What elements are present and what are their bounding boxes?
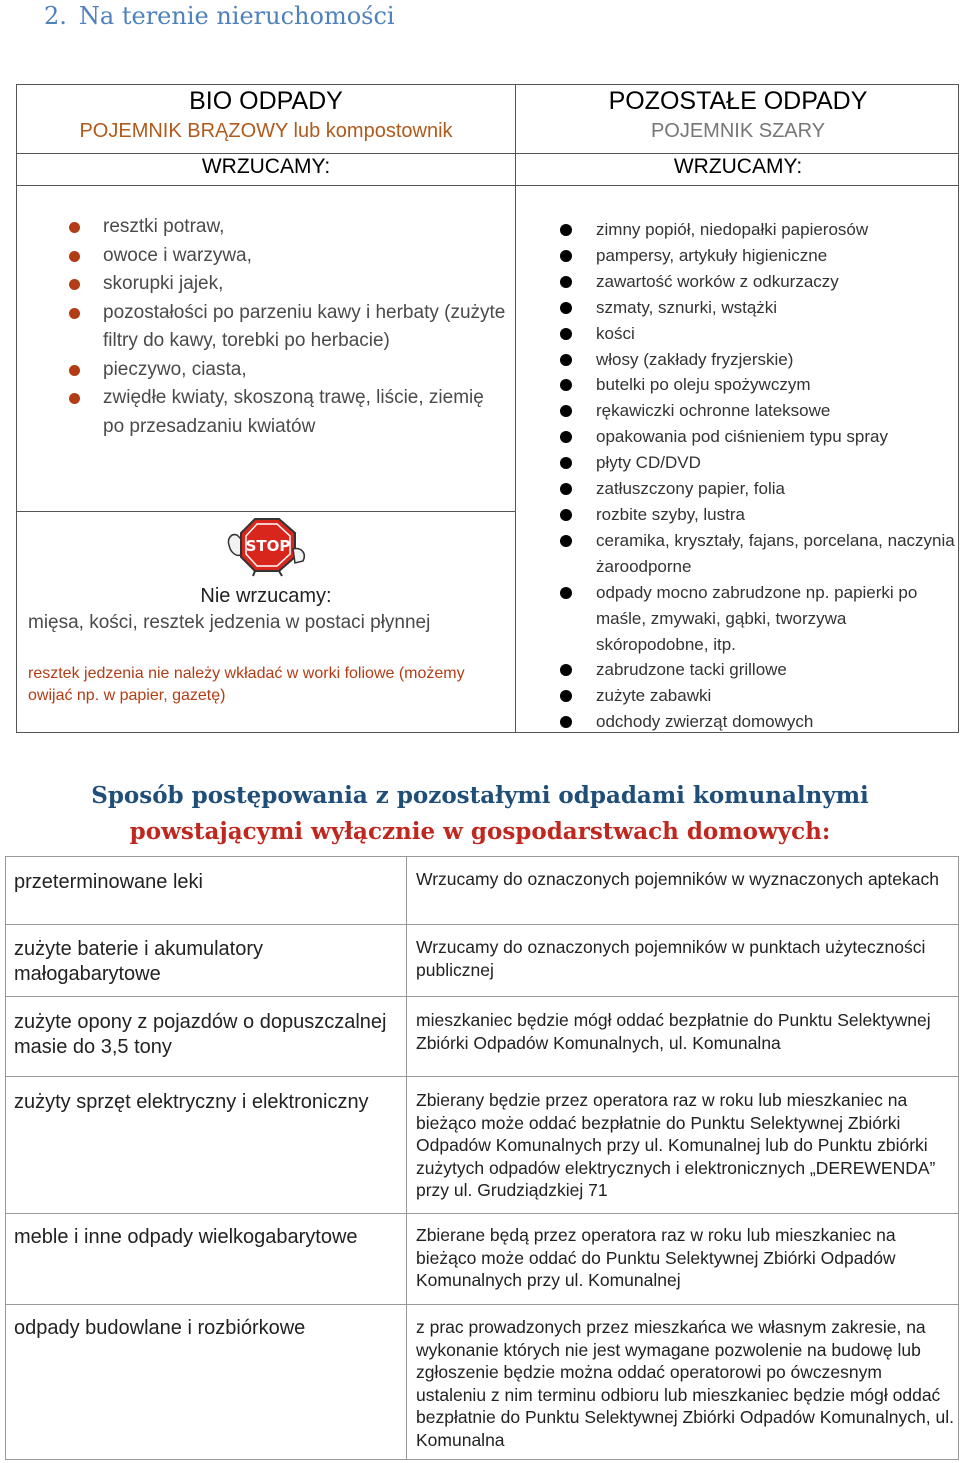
list-item: zabrudzone tacki grillowe [560, 657, 956, 683]
list-item: ceramika, kryształy, fajans, porcelana, naczynia żaroodporne [560, 528, 956, 580]
bio-title: BIO ODPADY [189, 87, 343, 115]
list-item: skorupki jajek, [69, 270, 509, 299]
bullet-icon [560, 328, 572, 340]
list-item: zwiędłe kwiaty, skoszoną trawę, liście, ziemię po przesadzaniu kwiatów [69, 384, 509, 441]
list-item: rozbite szyby, lustra [560, 502, 956, 528]
nie-wrzucamy-list: mięsa, kości, resztek jedzenia w postaci płynnej [28, 612, 431, 633]
row-3-label: zużyty sprzęt elektryczny i elektroniczny [14, 1091, 369, 1113]
waste-bins-table [16, 84, 959, 733]
bullet-icon [560, 690, 572, 702]
row-5-desc: z prac prowadzonych przez mieszkańca we własnym zakresie, na wykonanie których nie jest wymagane pozwolenie na budowę lub zgłoszenie będzie można oddać operatorowi po ówczesnym ustaleniu z nim terminu odbioru lub mieszkaniec będzie mógł oddać bezpłatnie do Punktu Selektywnej Zbiórki Odpadów Komunalnych, ul. Komunalna [416, 1317, 954, 1450]
bullet-icon [69, 308, 80, 319]
section-title-line2: powstającymi wyłącznie w gospodarstwach domowych: [129, 818, 831, 845]
list-item: opakowania pod ciśnieniem typu spray [560, 424, 956, 450]
list-item: owoce i warzywa, [69, 242, 509, 271]
bio-wrzucamy: WRZUCAMY: [201, 155, 331, 178]
list-item: zatłuszczony papier, folia [560, 476, 956, 502]
bullet-icon [560, 509, 572, 521]
bullet-icon [560, 405, 572, 417]
list-item: włosy (zakłady fryzjerskie) [560, 347, 956, 373]
bullet-icon [560, 535, 572, 547]
list-item: szmaty, sznurki, wstążki [560, 295, 956, 321]
list-item: pieczywo, ciasta, [69, 356, 509, 385]
row-0-label: przeterminowane leki [14, 871, 203, 893]
pozostale-title: POZOSTAŁE ODPADY [608, 87, 868, 115]
heading-title: Na terenie nieruchomości [78, 2, 395, 30]
list-item: rękawiczki ochronne lateksowe [560, 398, 956, 424]
bullet-icon [560, 716, 572, 728]
bio-note: resztek jedzenia nie należy wkładać w worki foliowe (możemy owijać np. w papier, gazetę) [28, 665, 465, 704]
heading-number: 2. [44, 2, 67, 30]
bullet-icon [69, 279, 80, 290]
list-item: kości [560, 321, 956, 347]
section-title-line1: Sposób postępowania z pozostałymi odpadami komunalnymi [91, 782, 869, 809]
row-4-label: meble i inne odpady wielkogabarytowe [14, 1226, 358, 1248]
nie-wrzucamy-label: Nie wrzucamy: [200, 585, 332, 607]
list-item: pampersy, artykuły higieniczne [560, 243, 956, 269]
section-heading [44, 2, 395, 30]
row-0-desc: Wrzucamy do oznaczonych pojemników w wyznaczonych aptekach [416, 869, 939, 889]
row-5-label: odpady budowlane i rozbiórkowe [14, 1317, 306, 1339]
bullet-icon [69, 251, 80, 262]
bullet-icon [69, 365, 80, 376]
bullet-icon [560, 302, 572, 314]
row-3-desc: Zbierany będzie przez operatora raz w roku lub mieszkaniec na bieżąco może oddać bezpłatnie do Punktu Selektywnej Zbiórki Odpadów Komunalnych przy ul. Komunalnej lub do Punktu zbiórki zużytych odpadów elektrycznych i elektronicznych „DEREWENDA” przy ul. Grudziądzkiej 71 [416, 1090, 936, 1201]
list-item: butelki po oleju spożywczym [560, 372, 956, 398]
list-item: zawartość worków z odkurzaczy [560, 269, 956, 295]
list-item: zimny popiół, niedopałki papierosów [560, 217, 956, 243]
bullet-icon [560, 354, 572, 366]
bullet-icon [560, 664, 572, 676]
pozostale-subtitle: POJEMNIK SZARY [650, 120, 826, 142]
svg-text:STOP: STOP [245, 537, 291, 555]
bullet-icon [560, 483, 572, 495]
bullet-icon [560, 431, 572, 443]
row-4-desc: Zbierane będą przez operatora raz w roku lub mieszkaniec na bieżąco może oddać do Punktu Selektywnej Zbiórki Odpadów Komunalnych przy ul. Komunalnej [416, 1225, 896, 1291]
list-item: odpady mocno zabrudzone np. papierki po maśle, zmywaki, gąbki, tworzywa skóropodobne, itp. [560, 580, 956, 658]
list-item: płyty CD/DVD [560, 450, 956, 476]
row-1-label: zużyte baterie i akumulatory małogabarytowe [14, 938, 264, 985]
list-item: zużyte zabawki [560, 683, 956, 709]
other-waste-table [5, 856, 959, 1460]
bullet-icon [69, 222, 80, 233]
bullet-icon [560, 224, 572, 236]
row-2-desc: mieszkaniec będzie mógł oddać bezpłatnie do Punktu Selektywnej Zbiórki Odpadów Komunalnych, ul. Komunalna [416, 1010, 931, 1053]
pozostale-wrzucamy: WRZUCAMY: [673, 155, 803, 178]
bullet-icon [560, 250, 572, 262]
list-item: pozostałości po parzeniu kawy i herbaty (zużyte filtry do kawy, torebki po herbacie) [69, 299, 509, 356]
stop-sign-icon [225, 515, 309, 577]
bullet-icon [560, 587, 572, 599]
row-2-label: zużyte opony z pojazdów o dopuszczalnej masie do 3,5 tony [14, 1011, 387, 1058]
bio-items-list [69, 213, 509, 441]
bullet-icon [560, 379, 572, 391]
list-item: odchody zwierząt domowych [560, 709, 956, 735]
bullet-icon [69, 393, 80, 404]
pozostale-items-list [560, 217, 956, 735]
bullet-icon [560, 457, 572, 469]
bullet-icon [560, 276, 572, 288]
list-item: resztki potraw, [69, 213, 509, 242]
row-1-desc: Wrzucamy do oznaczonych pojemników w punktach użyteczności publicznej [416, 937, 926, 980]
bio-subtitle: POJEMNIK BRĄZOWY lub kompostownik [79, 120, 453, 142]
